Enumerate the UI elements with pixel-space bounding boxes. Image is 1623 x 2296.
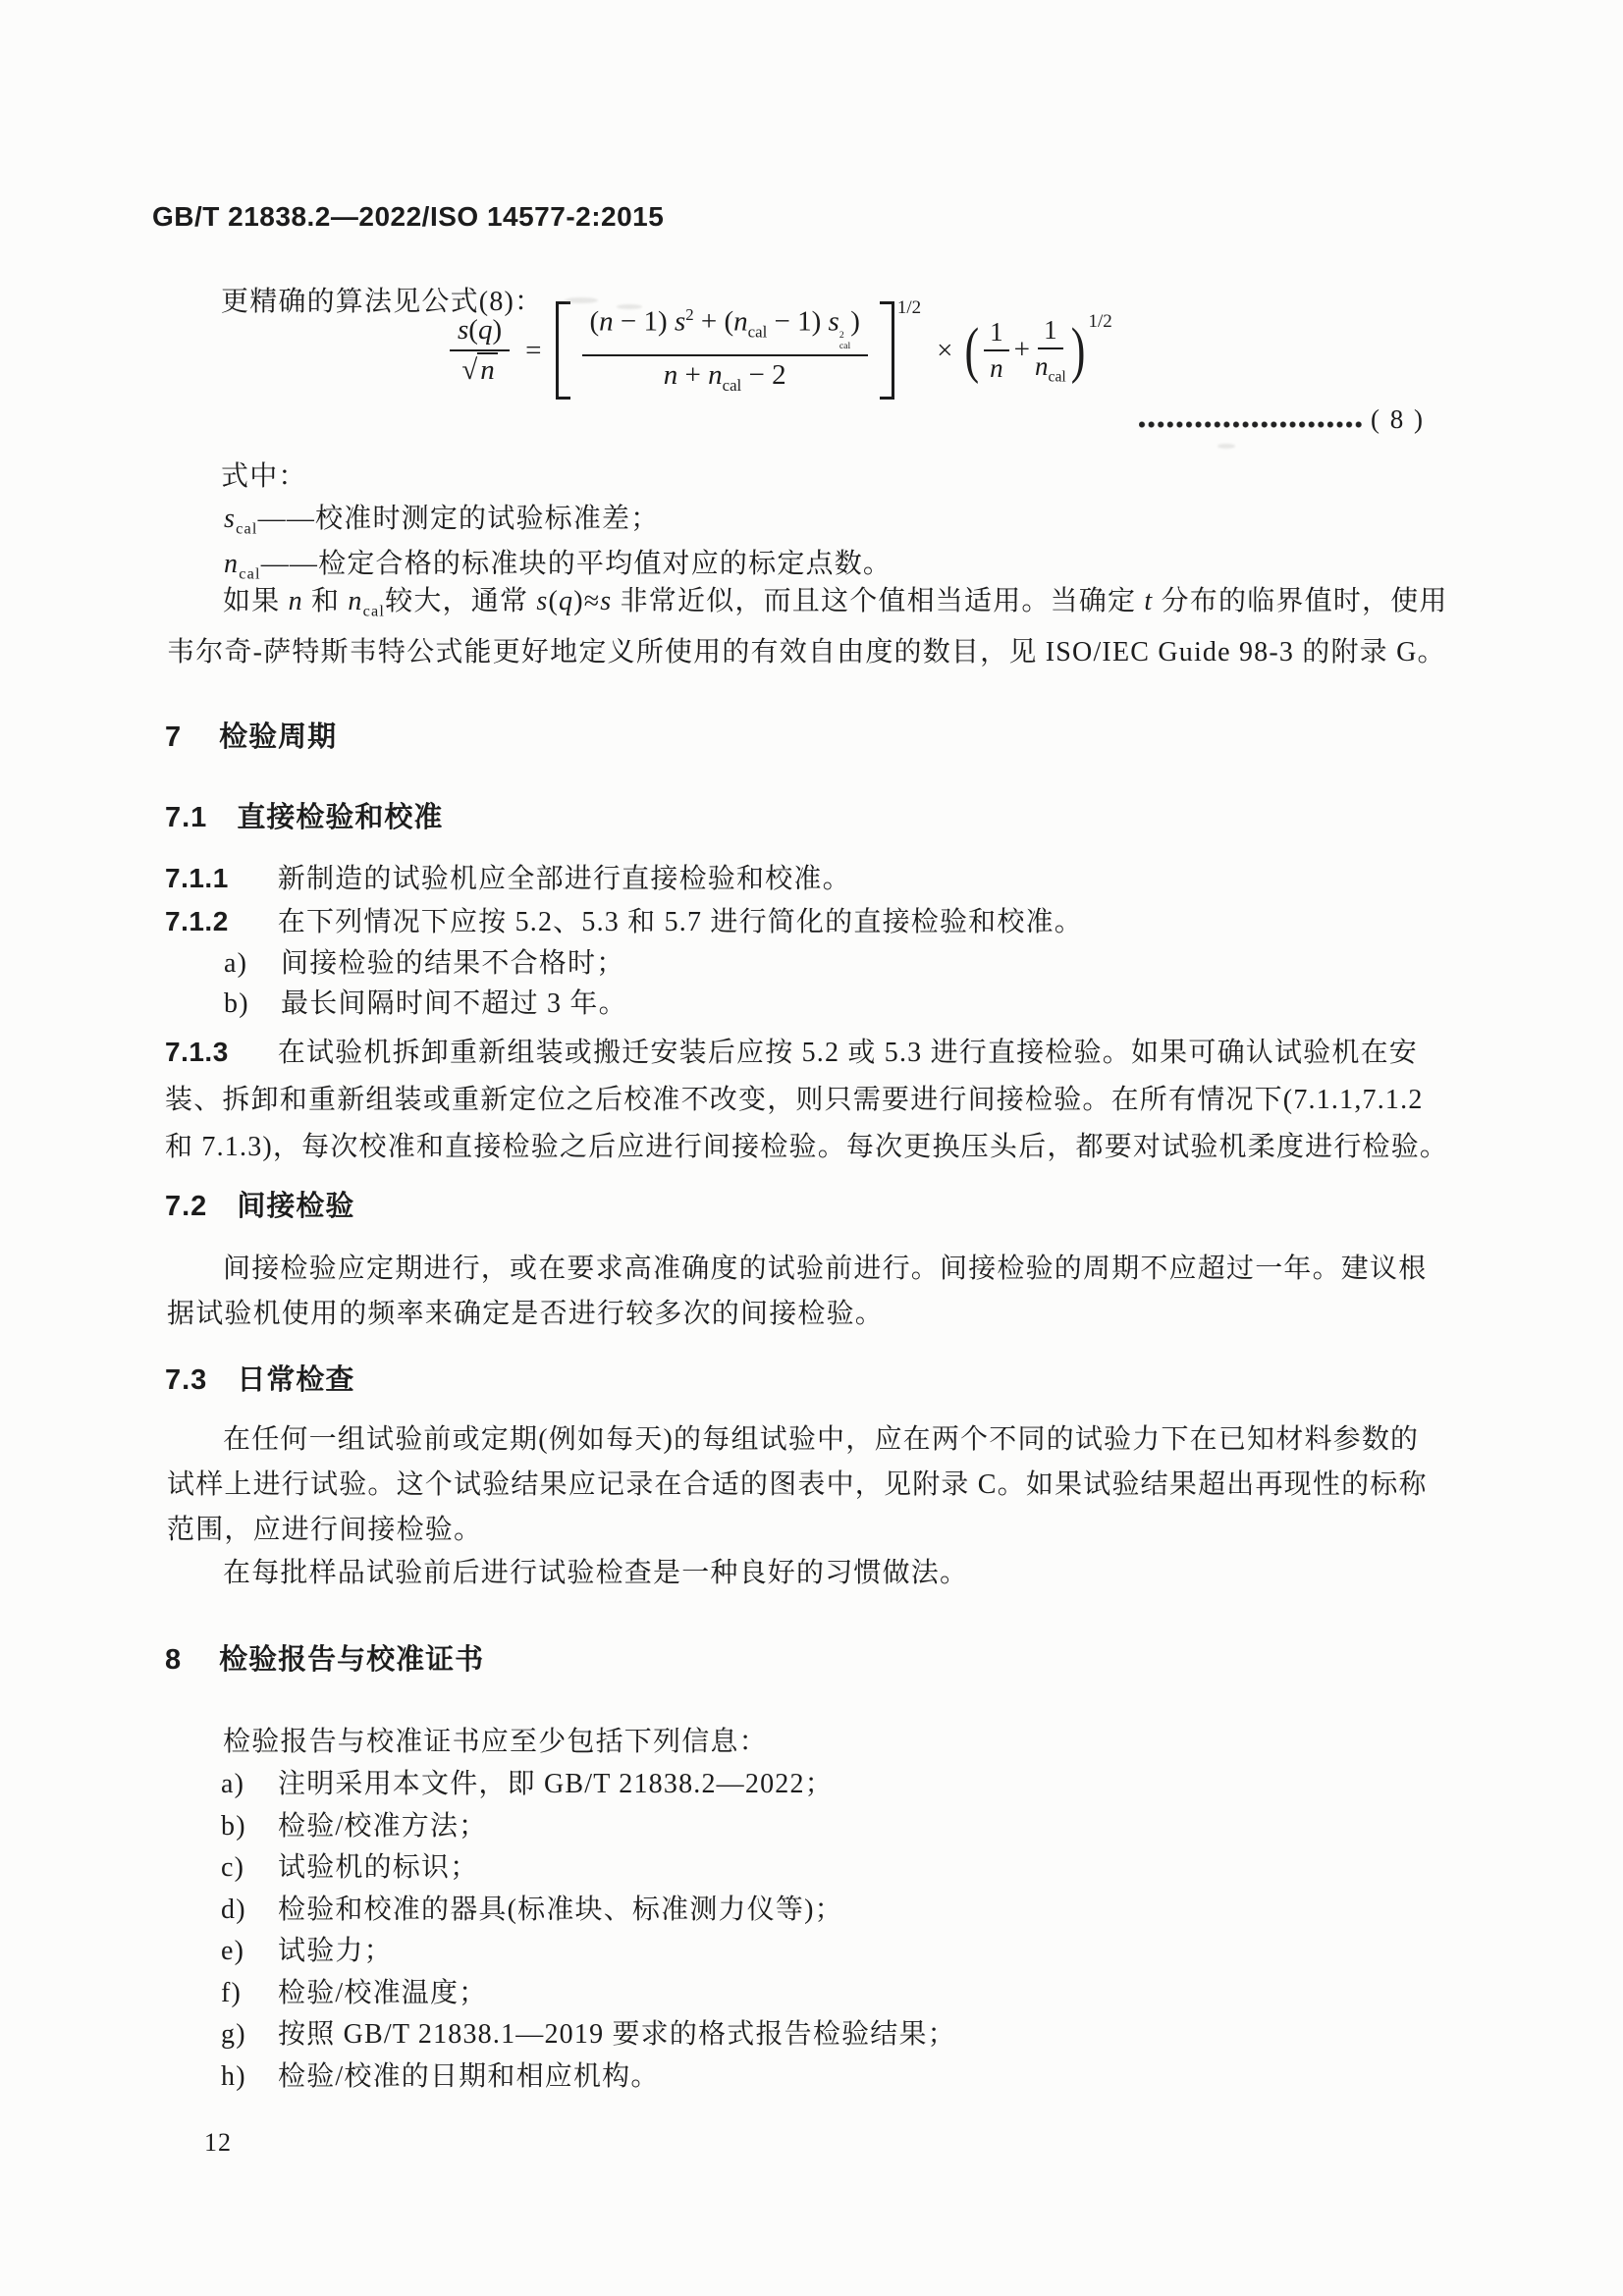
symbol-ncal: $n_{cal}$ [224, 549, 261, 583]
one-over-n-num: 1 [984, 317, 1009, 351]
main-numerator: (n − 1) $s^2 + (n_{cal} - 1)$ s 2 cal ) [582, 305, 868, 356]
section-7-1-heading [165, 795, 443, 835]
section-title: 直接检验和校准 [237, 802, 444, 833]
section-number: 7 [165, 721, 183, 753]
list-item-text: 检验和校准的器具(标准块、标准测力仪等)； [278, 1894, 843, 1925]
text-line: 间接检验应定期进行，或在要求高准确度的试验前进行。间接检验的周期不应超过一年。建议根 [223, 1254, 1428, 1284]
list-item-marker: d) [221, 1894, 246, 1925]
clause-continuation [165, 1077, 1448, 1171]
section-8-list [221, 1764, 956, 2098]
list-item-text: 检验/校准方法； [278, 1810, 488, 1842]
one-over-ncal-den: $n_{cal}$ [1035, 350, 1066, 386]
definition-text: ——校准时测定的试验标准差； [257, 504, 660, 534]
symbol-definition-ncal [224, 542, 892, 584]
text-line: 韦尔奇-萨特斯韦特公式能更好地定义所使用的有效自由度的数目，见 ISO/IEC Guide 98-3 的附录 G。 [167, 636, 1446, 667]
text-line: 和 7.1.3)，每次校准和直接检验之后应进行间接检验。每次更换压头后，都要对试验机柔度进行检验。 [165, 1132, 1449, 1162]
paren-term [964, 310, 1112, 386]
equation-number: ( 8 ) [1371, 404, 1425, 434]
list-item-marker: e) [221, 1936, 245, 1966]
clause-7-3-paragraph [167, 1417, 1428, 1553]
section-title: 日常检查 [237, 1364, 355, 1396]
bracketed-fraction [556, 297, 922, 399]
clause-text: 在试验机拆卸重新组装或搬迁安装后应按 5.2 或 5.3 进行直接检验。如果可确认试验机在安 [277, 1038, 1418, 1068]
list-item [221, 1931, 956, 1973]
list-item-text: 最长间隔时间不超过 3 年。 [281, 988, 627, 1019]
list-item-text: 检验/校准的日期和相应机构。 [278, 2060, 660, 2092]
text-line: 装、拆卸和重新组装或重新定位之后校准不改变，则只需要进行间接检验。在所有情况下(7.1.1,7.1.2 [165, 1085, 1424, 1115]
formula-discussion-paragraph [167, 581, 1448, 672]
scan-artifact [1217, 444, 1235, 449]
one-over-ncal-num: 1 [1038, 315, 1063, 349]
list-item [221, 1764, 956, 1806]
clause-7-1-1 [165, 857, 851, 896]
equation-8 [444, 296, 1112, 404]
list-item-text: 检验/校准温度； [278, 1977, 488, 2008]
multiplication-sign: × [937, 334, 953, 366]
clause-7-3-closing-sentence: 在每批样品试验前后进行试验检查是一种良好的习惯做法。 [223, 1558, 969, 1588]
list-item-marker: b) [221, 1810, 246, 1842]
section-number: 7.1 [165, 802, 208, 833]
list-item-marker: h) [221, 2060, 246, 2092]
section-7-2-heading [165, 1184, 354, 1224]
text-line: 在任何一组试验前或定期(例如每天)的每组试验中，应在两个不同的试验力下在已知材料参数的 [223, 1424, 1420, 1455]
text-line: 范围，应进行间接检验。 [167, 1515, 483, 1545]
section-number: 7.3 [165, 1364, 208, 1396]
list-item-text: 间接检验的结果不合格时； [281, 948, 625, 979]
clause-number: 7.1.1 [165, 863, 229, 893]
section-number: 7.2 [165, 1191, 208, 1222]
clause-7-1-3 [165, 1029, 1448, 1171]
list-item-marker: a) [224, 948, 248, 979]
formula-intro-text: 更精确的算法见公式(8)： [221, 287, 544, 317]
clause-7-1-2 [165, 900, 1083, 939]
list-item-text: 试验机的标识； [278, 1852, 479, 1883]
list-item [221, 1973, 956, 2015]
text-line: 试样上进行试验。这个试验结果应记录在合适的图表中，见附录 C。如果试验结果超出再现性的标称 [167, 1469, 1428, 1500]
text-line: 据试验机使用的频率来确定是否进行较多次的间接检验。 [167, 1299, 885, 1329]
section-title: 检验报告与校准证书 [219, 1644, 485, 1676]
clause-number: 7.1.2 [165, 906, 229, 936]
section-7-heading [165, 715, 337, 755]
list-item [221, 2056, 956, 2099]
clause-number: 7.1.3 [165, 1037, 229, 1067]
section-number: 8 [165, 1644, 183, 1676]
list-item-text: 试验力； [278, 1936, 393, 1966]
list-item-marker: f) [221, 1977, 243, 2008]
section-8-intro: 检验报告与校准证书应至少包括下列信息： [223, 1727, 768, 1757]
list-item [221, 1847, 956, 1890]
scan-artifact [687, 1425, 691, 1441]
list-item-text: 按照 GB/T 21838.1—2019 要求的格式报告检验结果； [278, 2019, 956, 2050]
list-item [224, 984, 627, 1024]
list-item [221, 2014, 956, 2056]
text-line: 如果 n 和 $n_{cal}$较大，通常 s(q)≈s 非常近似，而且这个值相当适用。当确定 t 分布的临界值时，使用 [223, 586, 1448, 620]
paren-exponent: 1/2 [1088, 310, 1112, 332]
dotted-leader [1139, 421, 1365, 428]
section-7-3-heading [165, 1358, 354, 1398]
lhs-fraction [450, 314, 510, 387]
section-title: 间接检验 [237, 1191, 355, 1222]
definition-text: ——检定合格的标准块的平均值对应的标定点数。 [260, 549, 893, 579]
section-title: 检验周期 [219, 721, 338, 753]
lhs-numerator: s(q) [450, 314, 510, 351]
bracket-exponent: 1/2 [896, 297, 922, 319]
clause-text: 新制造的试验机应全部进行直接检验和校准。 [277, 864, 851, 894]
scan-artifact [617, 304, 642, 309]
lhs-denominator-sqrt-n: √ n [461, 351, 497, 387]
clause-7-1-2-list [224, 943, 627, 1024]
list-item-marker: c) [221, 1852, 245, 1883]
list-item [221, 1890, 956, 1932]
list-item-text: 注明采用本文件，即 GB/T 21838.2—2022； [278, 1769, 834, 1799]
page-number: 12 [204, 2128, 232, 2157]
main-denominator: $n + n_{cal} - 2$ [663, 358, 786, 395]
open-paren: ( [964, 314, 980, 385]
close-paren: ) [1070, 314, 1086, 385]
where-label: 式中： [221, 461, 307, 492]
one-over-n-den: n [990, 352, 1003, 383]
scan-artifact [565, 297, 598, 303]
equals-sign: = [525, 334, 542, 366]
list-item-marker: g) [221, 2019, 246, 2050]
list-item [224, 943, 627, 984]
section-8-heading [165, 1637, 484, 1678]
clause-text: 在下列情况下应按 5.2、5.3 和 5.7 进行简化的直接检验和校准。 [277, 907, 1083, 937]
text-line [165, 1029, 1448, 1077]
symbol-scal: $s_{cal}$ [224, 504, 258, 538]
equation-number-row [1139, 404, 1425, 435]
plus-sign: + [1013, 334, 1031, 366]
clause-7-2-paragraph [167, 1247, 1427, 1337]
list-item-marker: b) [224, 988, 249, 1019]
left-bracket [556, 301, 570, 399]
list-item [221, 1806, 956, 1848]
symbol-definition-scal [224, 497, 659, 539]
standard-number-header: GB/T 21838.2—2022/ISO 14577-2:2015 [152, 201, 665, 232]
right-bracket [880, 301, 894, 399]
list-item-marker: a) [221, 1769, 245, 1799]
